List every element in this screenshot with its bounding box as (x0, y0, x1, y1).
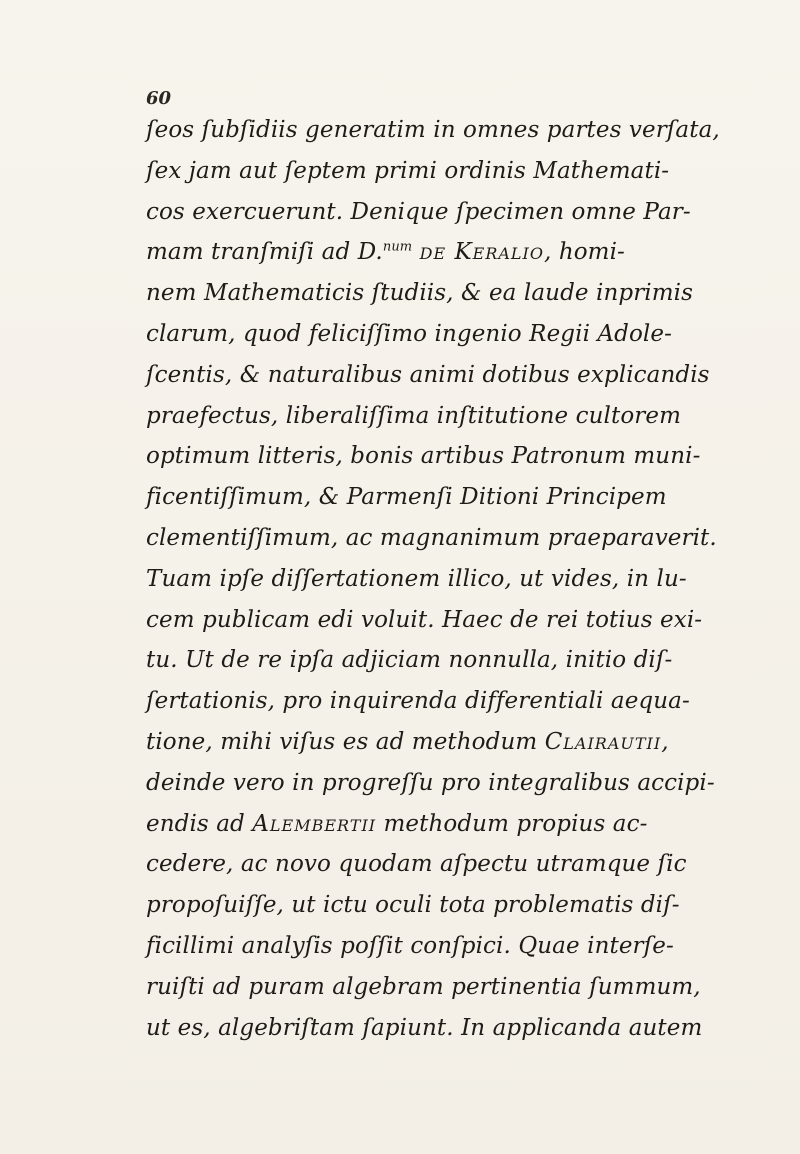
text-line: cem publicam edi voluit. Haec de rei totius exi- (146, 606, 703, 633)
name-de-keralio: de Keralio (419, 239, 544, 266)
text-line: cos exercuerunt. Denique ſpecimen omne Par- (146, 198, 691, 225)
text-line: ficillimi analyſis poſſit conſpici. Quae interſe- (146, 932, 674, 959)
text-line: propoſuiſſe, ut ictu oculi tota problematis diſ- (146, 892, 680, 919)
text-line (146, 232, 666, 273)
text-line: ſcentis, & naturalibus animi dotibus explicandis (146, 361, 710, 388)
superscript-num: num (382, 239, 413, 255)
name-alembertii: Alembertii (252, 810, 377, 837)
text-line: deinde vero in progreſſu pro integralibus accipi- (146, 769, 715, 796)
text-segment: tione, mihi viſus es ad methodum (146, 728, 538, 755)
text-line: ficentiſſimum, & Parmenſi Ditioni Principem (146, 484, 667, 511)
text-segment: methodum propius ac- (376, 810, 648, 837)
text-line: nem Mathematicis ſtudiis, & ea laude inprimis (146, 280, 694, 307)
text-segment: , homi- (544, 239, 625, 266)
text-line: cedere, ac novo quodam aſpectu utramque ſic (146, 851, 687, 878)
text-line (146, 722, 669, 763)
text-line: ut es, algebriſtam ſapiunt. In applicanda autem (146, 1014, 703, 1041)
text-line: tu. Ut de re ipſa adjiciam nonnulla, initio diſ- (146, 647, 673, 674)
text-line: clarum, quod feliciſſimo ingenio Regii Adole- (146, 320, 672, 347)
text-line (146, 804, 666, 845)
text-segment: endis ad (146, 810, 245, 837)
text-line: ſertationis, pro inquirenda differentiali aequa- (146, 688, 690, 715)
latin-text-block (146, 110, 720, 1048)
name-clairautii: Clairautii (544, 728, 662, 755)
text-line: ſeos ſubſidiis generatim in omnes partes verſata, (146, 117, 720, 143)
text-line: clementiſſimum, ac magnanimum praeparaverit. (146, 524, 717, 551)
text-line: Tuam ipſe diſſertationem illico, ut vides, in lu- (146, 565, 687, 592)
text-line: ruiſti ad puram algebram pertinentia ſummum, (146, 973, 701, 1000)
text-line: optimum litteris, bonis artibus Patronum muni- (146, 443, 701, 470)
text-segment: , (661, 728, 669, 755)
page-number: 60 (146, 88, 172, 109)
text-line: ſex jam aut ſeptem primi ordinis Mathemati- (146, 157, 670, 184)
text-line: praefectus, liberaliſſima inſtitutione cultorem (146, 402, 681, 429)
text-segment: mam tranſmiſi ad D. (146, 239, 383, 266)
